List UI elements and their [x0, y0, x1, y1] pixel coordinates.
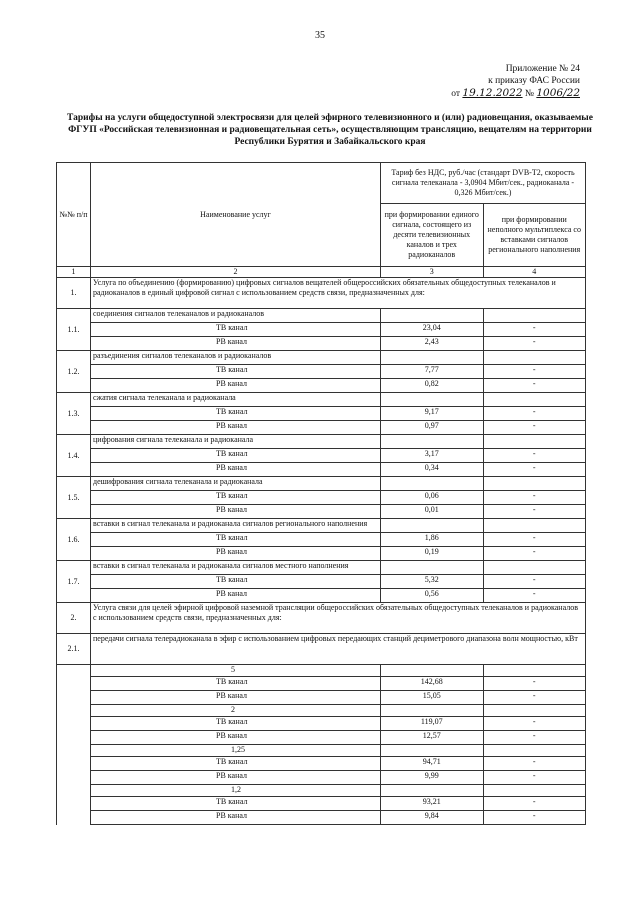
tariff-value-partial: -	[483, 691, 586, 705]
group-empty-3	[381, 561, 484, 575]
channel-label: ТВ канал	[91, 757, 381, 771]
tariff-value-partial: -	[483, 365, 586, 379]
appendix-from: от	[451, 89, 461, 99]
section-text: Услуга по объединению (формированию) цифровых сигналов вещателей общероссийских обязательных общедоступных телеканалов и радиоканалов в единый цифровой сигнал с использованием средств связи, предназначенных для:	[91, 278, 586, 309]
group-empty-3	[381, 519, 484, 533]
channel-label: ТВ канал	[91, 677, 381, 691]
row-number-empty	[57, 677, 91, 691]
power-row	[57, 705, 586, 717]
tariff-value-partial: -	[483, 589, 586, 603]
row-number-empty	[57, 705, 91, 717]
tariff-value-partial: -	[483, 731, 586, 745]
tariff-value-partial: -	[483, 797, 586, 811]
tariff-value-partial: -	[483, 449, 586, 463]
section-text: Услуга связи для целей эфирной цифровой наземной трансляции общероссийских обязательных общедоступных телеканалов и радиоканалов с использованием средств связи, предназначенных для:	[91, 603, 586, 634]
column-numbers-row	[57, 267, 586, 278]
power-value: 5	[91, 665, 381, 677]
appendix-line2: к приказу ФАС России	[488, 76, 580, 86]
power-empty-3	[381, 665, 484, 677]
group-empty-4	[483, 351, 586, 365]
group-row	[57, 393, 586, 407]
channel-label: ТВ канал	[91, 449, 381, 463]
tariff-value-partial: -	[483, 463, 586, 477]
tariff-row	[57, 731, 586, 745]
group-row	[57, 561, 586, 575]
channel-label: РВ канал	[91, 731, 381, 745]
tariff-row	[57, 533, 586, 547]
tariff-value-partial: -	[483, 505, 586, 519]
row-number-empty	[57, 797, 91, 811]
tariff-value-partial: -	[483, 547, 586, 561]
channel-label: РВ канал	[91, 771, 381, 785]
tariff-value-partial: -	[483, 421, 586, 435]
group-row	[57, 519, 586, 533]
document-title: Тарифы на услуги общедоступной электросвязи для целей эфирного телевизионного и (или) радиовещания, оказываемые ФГУП «Российская телевизионная и радиовещательная сеть», осуществляющим трансляцию, вещателям на территории Республики Бурятия и Забайкальского края	[67, 113, 593, 147]
power-value: 1,2	[91, 785, 381, 797]
channel-label: ТВ канал	[91, 717, 381, 731]
channel-label: ТВ канал	[91, 533, 381, 547]
header-col-4: при формировании неполного мультиплекса со вставками сигналов регионального наполнения	[483, 204, 586, 267]
tariff-value-partial: -	[483, 575, 586, 589]
tariff-row	[57, 547, 586, 561]
tariff-value-single: 0,19	[381, 547, 484, 561]
section-number: 2.	[57, 603, 91, 634]
tariff-value-partial: -	[483, 533, 586, 547]
channel-label: ТВ канал	[91, 323, 381, 337]
row-number-empty	[57, 665, 91, 677]
tariff-value-partial: -	[483, 379, 586, 393]
col-number-2: 2	[91, 267, 381, 278]
header-col-num: №№ п/п	[57, 163, 91, 267]
channel-label: РВ канал	[91, 547, 381, 561]
tariff-value-partial: -	[483, 717, 586, 731]
tariff-row	[57, 337, 586, 351]
tariff-value-single: 0,82	[381, 379, 484, 393]
order-date: 19.12.2022	[462, 87, 523, 99]
tariff-row	[57, 589, 586, 603]
appendix-no-sign: №	[524, 89, 534, 99]
group-empty-3	[381, 393, 484, 407]
tariff-row	[57, 505, 586, 519]
group-empty-4	[483, 561, 586, 575]
group-name: разъединения сигналов телеканалов и радиоканалов	[91, 351, 381, 365]
tariff-value-partial: -	[483, 491, 586, 505]
section-row	[57, 603, 586, 634]
power-empty-3	[381, 705, 484, 717]
tariff-value-single: 15,05	[381, 691, 484, 705]
row-number-empty	[57, 771, 91, 785]
group-empty-4	[483, 435, 586, 449]
group-row	[57, 351, 586, 365]
group-number: 1.1.	[57, 309, 91, 351]
channel-label: ТВ канал	[91, 575, 381, 589]
tariff-row	[57, 691, 586, 705]
channel-label: ТВ канал	[91, 365, 381, 379]
appendix-line3	[380, 87, 580, 100]
tariff-value-single: 93,21	[381, 797, 484, 811]
group-empty-4	[483, 477, 586, 491]
tariff-value-single: 0,34	[381, 463, 484, 477]
tariff-value-single: 3,17	[381, 449, 484, 463]
power-empty-3	[381, 785, 484, 797]
power-empty-4	[483, 665, 586, 677]
tariff-value-single: 9,84	[381, 811, 484, 825]
tariff-value-partial: -	[483, 407, 586, 421]
group-empty-3	[381, 351, 484, 365]
power-value: 2	[91, 705, 381, 717]
tariff-row	[57, 407, 586, 421]
tariff-table	[56, 162, 586, 825]
section-row	[57, 278, 586, 309]
channel-label: РВ канал	[91, 505, 381, 519]
group-name: вставки в сигнал телеканала и радиоканала сигналов регионального наполнения	[91, 519, 381, 533]
tariff-row	[57, 771, 586, 785]
tariff-row	[57, 717, 586, 731]
tariff-value-single: 1,86	[381, 533, 484, 547]
tariff-value-single: 0,97	[381, 421, 484, 435]
tariff-row	[57, 677, 586, 691]
channel-label: РВ канал	[91, 811, 381, 825]
header-col-name: Наименование услуг	[91, 163, 381, 267]
power-empty-4	[483, 705, 586, 717]
tariff-row	[57, 379, 586, 393]
group-row	[57, 435, 586, 449]
header-row-1	[57, 163, 586, 204]
tariff-value-single: 9,99	[381, 771, 484, 785]
tariff-value-single: 5,32	[381, 575, 484, 589]
group-empty-3	[381, 435, 484, 449]
power-empty-4	[483, 745, 586, 757]
group-row	[57, 309, 586, 323]
power-row	[57, 785, 586, 797]
power-row	[57, 665, 586, 677]
col-number-3: 3	[381, 267, 484, 278]
group-empty-4	[483, 393, 586, 407]
tariff-row	[57, 757, 586, 771]
tariff-row	[57, 463, 586, 477]
group-number: 1.4.	[57, 435, 91, 477]
tariff-value-partial: -	[483, 811, 586, 825]
channel-label: РВ канал	[91, 421, 381, 435]
group-number: 1.2.	[57, 351, 91, 393]
group-empty-4	[483, 309, 586, 323]
tariff-value-single: 12,57	[381, 731, 484, 745]
tariff-value-single: 9,17	[381, 407, 484, 421]
group-number: 1.6.	[57, 519, 91, 561]
tariff-value-single: 7,77	[381, 365, 484, 379]
row-number-empty	[57, 731, 91, 745]
row-number-empty	[57, 691, 91, 705]
channel-label: РВ канал	[91, 463, 381, 477]
power-empty-4	[483, 785, 586, 797]
tariff-row	[57, 811, 586, 825]
tariff-row	[57, 449, 586, 463]
tariff-value-single: 23,04	[381, 323, 484, 337]
row-number-empty	[57, 811, 91, 825]
group-number: 1.3.	[57, 393, 91, 435]
group-empty-3	[381, 477, 484, 491]
channel-label: РВ канал	[91, 589, 381, 603]
tariff-row	[57, 421, 586, 435]
power-value: 1,25	[91, 745, 381, 757]
tariff-value-partial: -	[483, 757, 586, 771]
row-number-empty	[57, 785, 91, 797]
tariff-value-partial: -	[483, 677, 586, 691]
tariff-value-single: 119,07	[381, 717, 484, 731]
channel-label: РВ канал	[91, 379, 381, 393]
power-empty-3	[381, 745, 484, 757]
channel-label: ТВ канал	[91, 407, 381, 421]
row-number-empty	[57, 717, 91, 731]
appendix-block	[380, 63, 580, 100]
tariff-row	[57, 575, 586, 589]
order-number: 1006/22	[536, 87, 580, 99]
group-name: дешифрования сигнала телеканала и радиоканала	[91, 477, 381, 491]
channel-label: РВ канал	[91, 691, 381, 705]
group-empty-4	[483, 519, 586, 533]
tariff-row	[57, 323, 586, 337]
page-number: 35	[315, 30, 325, 41]
tariff-value-single: 0,06	[381, 491, 484, 505]
group-empty-3	[381, 309, 484, 323]
tariff-value-partial: -	[483, 771, 586, 785]
section-number: 1.	[57, 278, 91, 309]
group-name: соединения сигналов телеканалов и радиоканалов	[91, 309, 381, 323]
col-number-4: 4	[483, 267, 586, 278]
header-col-3: при формировании единого сигнала, состоящего из десяти телевизионных каналов и трех радиоканалов	[381, 204, 484, 267]
tariff-value-single: 0,01	[381, 505, 484, 519]
col-number-1: 1	[57, 267, 91, 278]
row-number-empty	[57, 745, 91, 757]
group-number: 2.1.	[57, 634, 91, 665]
tariff-value-partial: -	[483, 323, 586, 337]
tariff-row	[57, 365, 586, 379]
appendix-line1: Приложение № 24	[505, 64, 580, 74]
group-name: вставки в сигнал телеканала и радиоканала сигналов местного наполнения	[91, 561, 381, 575]
tariff-value-single: 94,71	[381, 757, 484, 771]
group-row	[57, 477, 586, 491]
tariff-value-single: 0,56	[381, 589, 484, 603]
channel-label: ТВ канал	[91, 491, 381, 505]
tariff-value-single: 142,68	[381, 677, 484, 691]
tariff-row	[57, 797, 586, 811]
power-row	[57, 745, 586, 757]
channel-label: ТВ канал	[91, 797, 381, 811]
tariff-value-single: 2,43	[381, 337, 484, 351]
group-number: 1.7.	[57, 561, 91, 603]
group-name: цифрования сигнала телеканала и радиоканала	[91, 435, 381, 449]
group-row	[57, 634, 586, 665]
tariff-value-partial: -	[483, 337, 586, 351]
row-number-empty	[57, 757, 91, 771]
tariff-row	[57, 491, 586, 505]
group-number: 1.5.	[57, 477, 91, 519]
group-name: передачи сигнала телерадиоканала в эфир с использованием цифровых передающих станций дециметрового диапазона волн мощностью, кВт	[91, 634, 586, 665]
channel-label: РВ канал	[91, 337, 381, 351]
header-tariff: Тариф без НДС, руб./час (стандарт DVB-T2, скорость сигнала телеканала - 3,0904 Мбит/сек., радиоканала - 0,326 Мбит/сек.)	[381, 163, 586, 204]
group-name: сжатия сигнала телеканала и радиоканала	[91, 393, 381, 407]
